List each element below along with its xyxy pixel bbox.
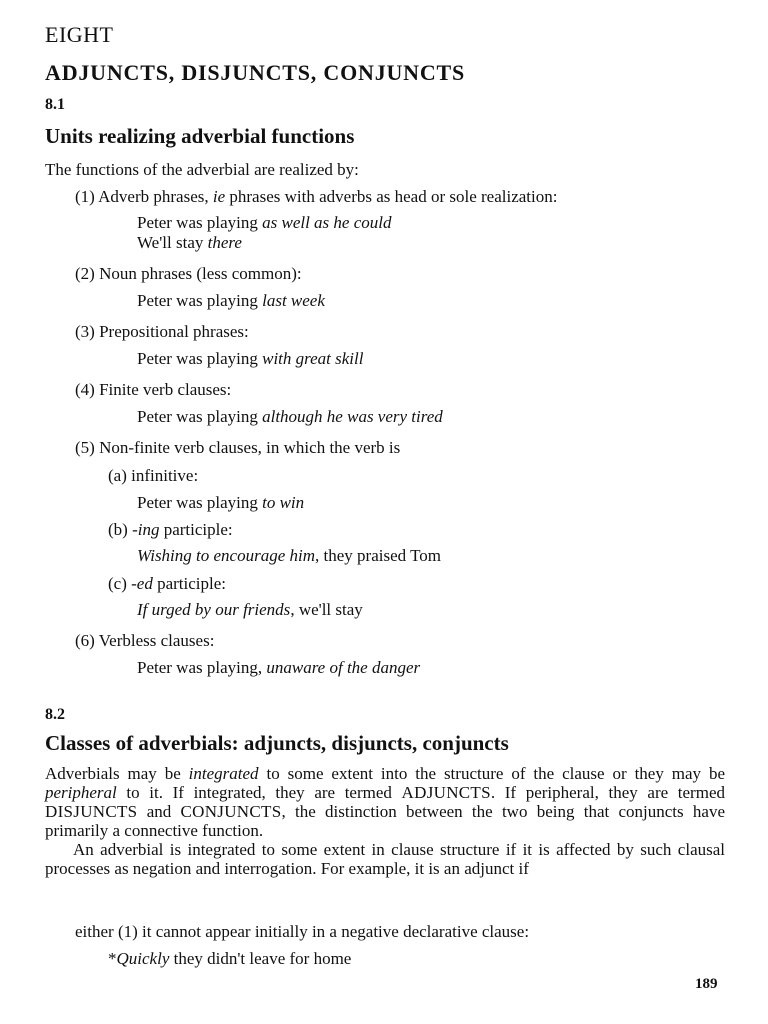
item-5c-label: (c) -ed participle: (108, 574, 227, 593)
item-3-example: Peter was playing with great skill (137, 349, 364, 368)
section-title-8-2: Classes of adverbials: adjuncts, disjuncts, conjuncts (45, 731, 509, 755)
item-6-example: Peter was playing, unaware of the danger (137, 658, 421, 677)
item-4-label: (4) Finite verb clauses: (75, 380, 232, 399)
item-6-label: (6) Verbless clauses: (75, 631, 215, 650)
either-clause: either (1) it cannot appear initially in a negative declarative clause: (75, 922, 530, 941)
item-3-label: (3) Prepositional phrases: (75, 322, 249, 341)
starred-example: *Quickly they didn't leave for home (108, 949, 352, 968)
paragraph-2: An adverbial is integrated to some extent in clause structure if it is affected by such clausal processes as negation and interrogation. For example, it is an adjunct if (45, 840, 725, 878)
item-5b-example: Wishing to encourage him, they praised Tom (137, 546, 441, 565)
section-number-8-1: 8.1 (45, 96, 65, 113)
item-4-example: Peter was playing although he was very tired (137, 407, 443, 426)
chapter-label: EIGHT (45, 22, 114, 47)
item-5a-label: (a) infinitive: (108, 466, 199, 485)
page-number: 189 (695, 976, 718, 992)
item-5c-example: If urged by our friends, we'll stay (137, 600, 363, 619)
section-number-8-2: 8.2 (45, 706, 65, 723)
item-1-example-1: Peter was playing as well as he could (137, 213, 392, 232)
item-5a-example: Peter was playing to win (137, 493, 305, 512)
item-5b-label: (b) -ing participle: (108, 520, 233, 539)
section-8-2-body (45, 764, 725, 878)
item-1-label: (1) Adverb phrases, ie phrases with adverbs as head or sole realization: (75, 187, 558, 206)
item-1-example-2: We'll stay there (137, 233, 242, 252)
chapter-title: ADJUNCTS, DISJUNCTS, CONJUNCTS (45, 60, 466, 85)
section-title-8-1: Units realizing adverbial functions (45, 124, 355, 148)
paragraph-1: Adverbials may be integrated to some extent into the structure of the clause or they may be peripheral to it. If integrated, they are termed ADJUNCTS. If peripheral, they are termed DISJUNCTS and CONJUNCTS, the distinction between the two being that conjuncts have primarily a connective function. (45, 764, 726, 840)
item-2-example: Peter was playing last week (137, 291, 325, 310)
item-5-label: (5) Non-finite verb clauses, in which the verb is (75, 438, 401, 457)
intro-text: The functions of the adverbial are realized by: (45, 160, 359, 179)
item-2-label: (2) Noun phrases (less common): (75, 264, 302, 283)
